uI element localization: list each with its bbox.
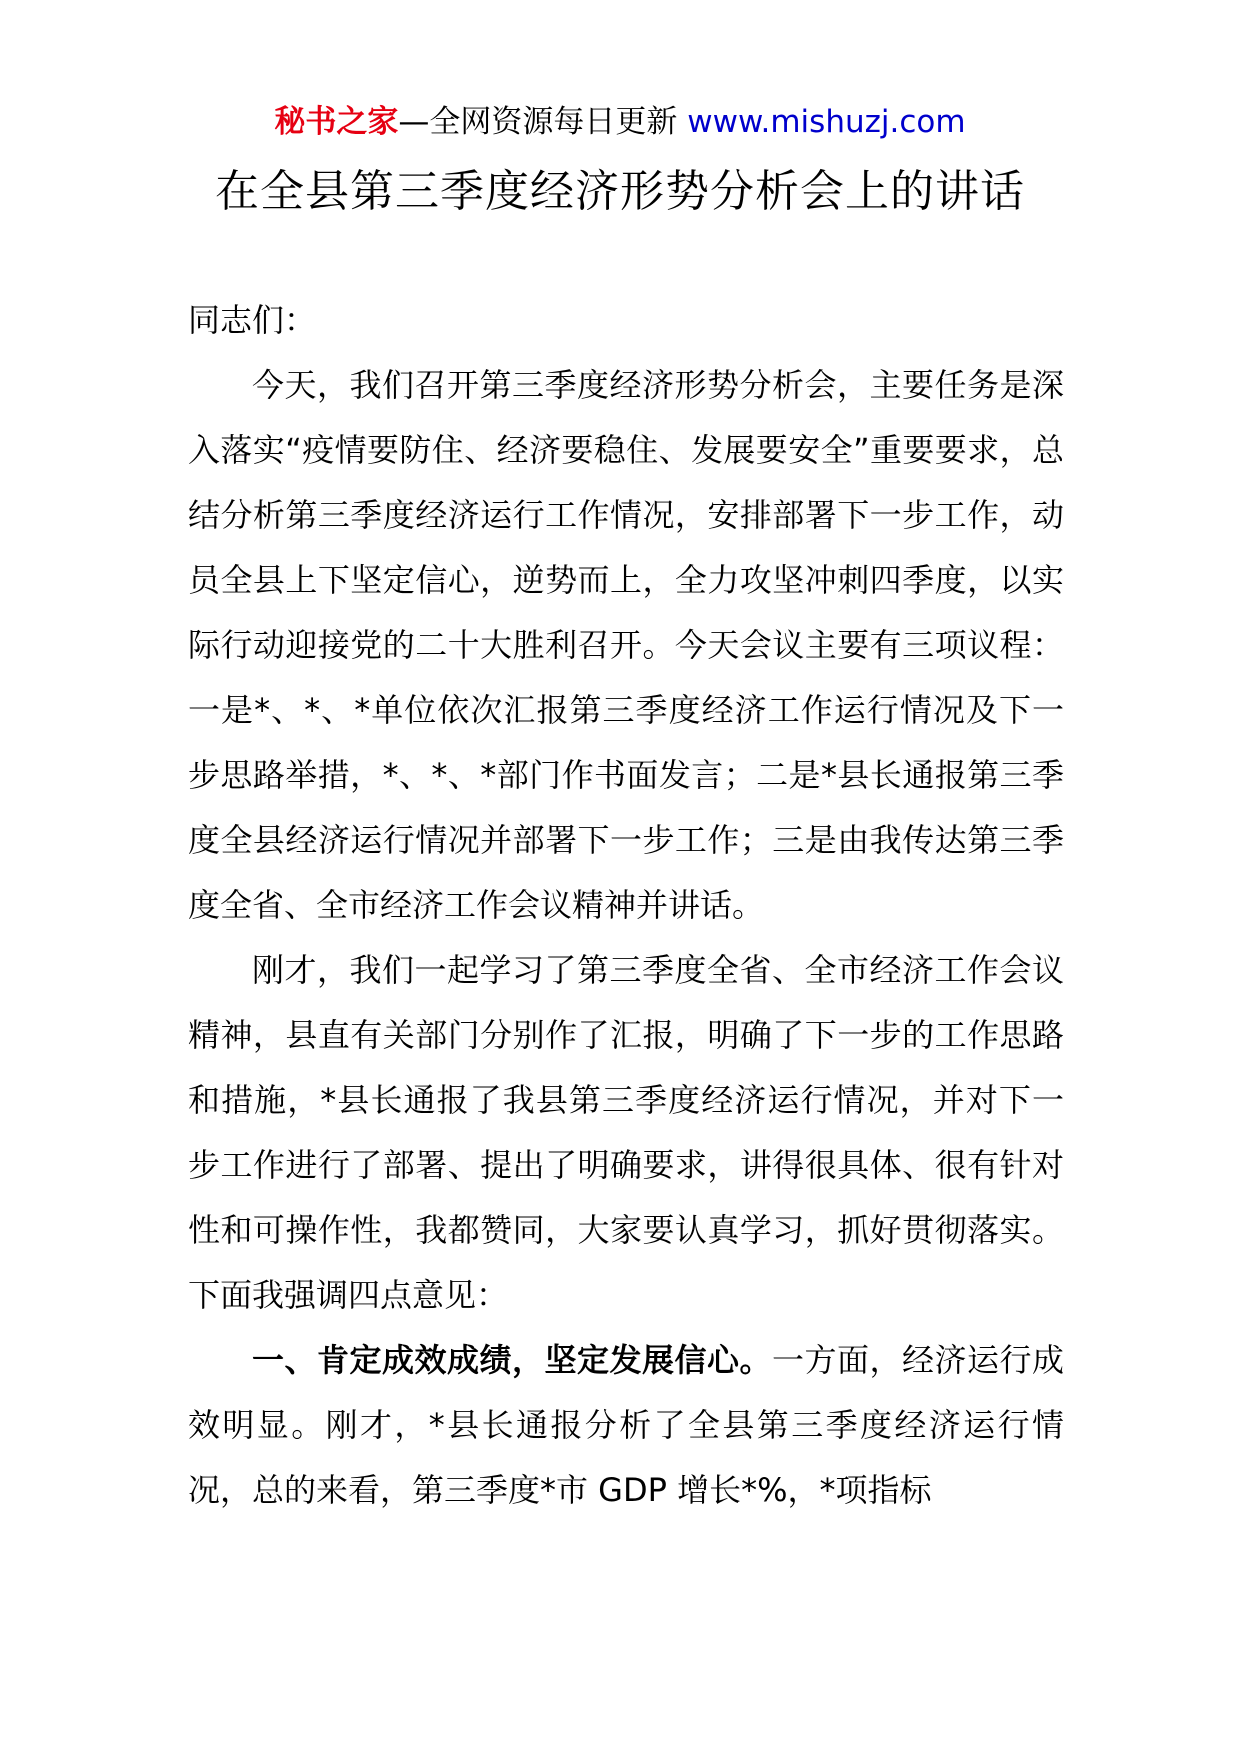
- header-url-link[interactable]: www.mishuzj.com: [687, 104, 966, 140]
- section-1-text: 一方面，经济运行成效明显。刚才，*县长通报分析了全县第三季度经济运行情况，总的来看，第三季度*市 GDP 增长*%，*项指标: [188, 1341, 1064, 1509]
- document-title: 在全县第三季度经济形势分析会上的讲话: [215, 166, 1025, 217]
- header-brand: 秘书之家: [274, 104, 399, 140]
- site-header: [0, 100, 1240, 144]
- salutation: 同志们：: [188, 301, 317, 339]
- paragraph-2: 刚才，我们一起学习了第三季度全省、全市经济工作会议精神，县直有关部门分别作了汇报，明确了下一步的工作思路和措施，*县长通报了我县第三季度经济运行情况，并对下一步工作进行了部署、提出了明确要求，讲得很具体、很有针对性和可操作性，我都赞同，大家要认真学习，抓好贯彻落实。下面我强调四点意见：: [188, 951, 1064, 1314]
- header-tagline: —全网资源每日更新: [398, 104, 688, 140]
- section-1-heading: 一、肯定成效成绩，坚定发展信心。: [252, 1341, 772, 1379]
- document-body: [188, 288, 1064, 1523]
- paragraph-1: 今天，我们召开第三季度经济形势分析会，主要任务是深入落实“疫情要防住、经济要稳住、发展要安全”重要要求，总结分析第三季度经济运行工作情况，安排部署下一步工作，动员全县上下坚定信心，逆势而上，全力攻坚冲刺四季度，以实际行动迎接党的二十大胜利召开。今天会议主要有三项议程：一是*、*、*单位依次汇报第三季度经济工作运行情况及下一步思路举措，*、*、*部门作书面发言；二是*县长通报第三季度全县经济运行情况并部署下一步工作；三是由我传达第三季度全省、全市经济工作会议精神并讲话。: [188, 366, 1064, 924]
- section-1-paragraph: [188, 1328, 1064, 1523]
